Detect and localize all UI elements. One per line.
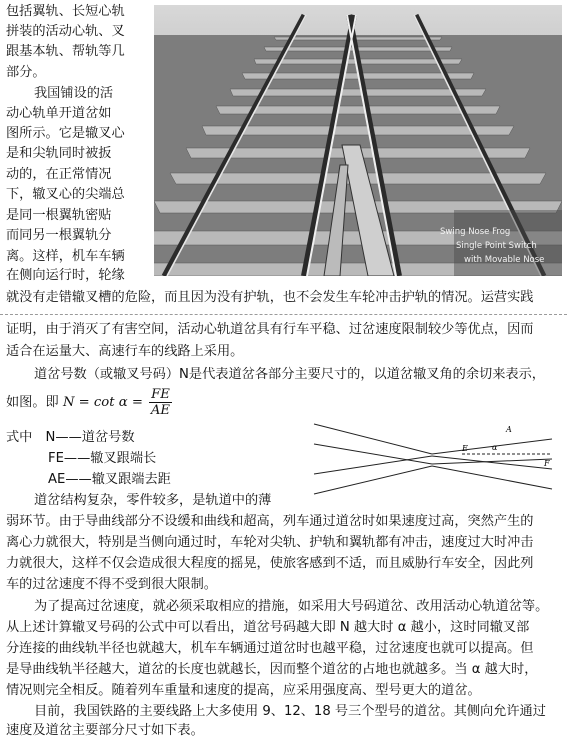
text-line: 情况则完全相反。随着列车重量和速度的提高，应采用强度高、型号更大的道岔。 <box>6 683 481 698</box>
text-line: 动的，在正常情况 <box>6 167 112 182</box>
diagram-rail-line <box>314 456 432 474</box>
text-line: 目前，我国铁路的主要线路上大多使用 9、12、18 号三个型号的道岔。其侧向允许通过 <box>34 704 546 719</box>
text-line: 车的过岔速度不得不受到很大限制。 <box>6 577 217 592</box>
diagram-rail-line <box>314 424 432 454</box>
text-line: FE——辙叉跟端长 <box>48 451 157 466</box>
photo-caption-line2: Single Point Switch <box>456 241 537 251</box>
text-line: 是和尖轨同时被扳 <box>6 146 112 161</box>
text-line: 离心力就很大，特别是当侧向通过时，车轮对尖轨、护轨和翼轨都有冲击，速度过大时冲击 <box>6 535 534 550</box>
text-line: 适合在运量大、高速行车的线路上采用。 <box>6 344 244 359</box>
diagram-rail-line <box>314 466 432 494</box>
page-break-divider <box>0 314 567 315</box>
photo-caption-line3: with Movable Nose <box>464 255 545 265</box>
formula-lhs: N = cot α = <box>62 395 143 410</box>
diagram-rail-line <box>432 466 552 489</box>
text-line: 弱环节。由于导曲线部分不设缓和曲线和超高，列车通过道岔时如果速度过高，突然产生的 <box>6 514 534 529</box>
formula-fraction <box>149 387 172 418</box>
frog-angle-diagram <box>312 414 560 500</box>
text-line: AE——辙叉跟端去距 <box>48 472 171 487</box>
text-line: 是导曲线轨半径越大，道岔的长度也就越长，因而整个道岔的占地也就越多。当 α 越大时， <box>6 662 538 677</box>
text-line: 部分。 <box>6 65 46 80</box>
text-line: 道岔号数（或辙叉号码）N是代表道岔各部分主要尺寸的，以道岔辙叉角的余切来表示， <box>34 367 545 382</box>
text-line: 式中 N——道岔号数 <box>6 430 135 445</box>
diagram-label-e: E <box>462 444 468 453</box>
text-line: 速度及道岔主要部分尺寸如下表。 <box>6 723 204 738</box>
text-line: 分连接的曲线轨半径也就越大，机车车辆通过道岔时也越平稳，过岔速度也就可以提高。但 <box>6 641 534 656</box>
text-line: 为了提高过岔速度，就必须采取相应的措施，如采用大号码道岔、改用活动心轨道岔等。 <box>34 599 549 614</box>
diagram-rail-line <box>432 459 552 464</box>
text-line: 下，辙叉心的尖端总 <box>6 187 125 202</box>
text-line: 证明，由于消灭了有害空间，活动心轨道岔具有行车平稳、过岔速度限制较少等优点，因而 <box>6 322 534 337</box>
text-line: 道岔结构复杂，零件较多，是轨道中的薄 <box>34 493 272 508</box>
diagram-label-alpha: α <box>492 443 498 452</box>
text-line: 拼装的活动心轨、叉 <box>6 24 125 39</box>
photo-caption-line1: Swing Nose Frog <box>440 227 511 237</box>
text-line: 我国铺设的活 <box>34 86 114 101</box>
diagram-rail-line <box>432 456 552 469</box>
text-line: 跟基本轨、帮轨等几 <box>6 44 125 59</box>
text-line: 力就很大，这样不仅会造成很大程度的摇晃，使旅客感到不适，而且威胁行车安全，因此列 <box>6 556 534 571</box>
diagram-label-a: A <box>506 425 512 434</box>
formula-denominator: AE <box>150 402 171 418</box>
formula-numerator: FE <box>151 386 170 402</box>
text-line: 在侧向运行时，轮缘 <box>6 268 125 283</box>
formula-line <box>6 386 174 420</box>
formula-prefix: 如图。即 <box>6 395 59 410</box>
text-line: 而同另一根翼轨分 <box>6 228 112 243</box>
diagram-rail-line <box>314 444 432 464</box>
swing-nose-frog-photo <box>154 5 562 276</box>
text-line: 动心轨单开道岔如 <box>6 106 112 121</box>
text-line: 离。这样，机车车辆 <box>6 249 125 264</box>
text-line: 包括翼轨、长短心轨 <box>6 4 125 19</box>
text-line: 图所示。它是辙叉心 <box>6 126 125 141</box>
text-line: 是同一根翼轨密贴 <box>6 208 112 223</box>
text-line: 从上述计算辙叉号码的公式中可以看出，道岔号码越大即 N 越大时 α 越小，这时同辙叉部 <box>6 620 530 635</box>
diagram-label-f: F <box>544 459 550 468</box>
text-line: 就没有走错辙叉槽的危险，而且因为没有护轨，也不会发生车轮冲击护轨的情况。运营实践 <box>6 290 534 305</box>
